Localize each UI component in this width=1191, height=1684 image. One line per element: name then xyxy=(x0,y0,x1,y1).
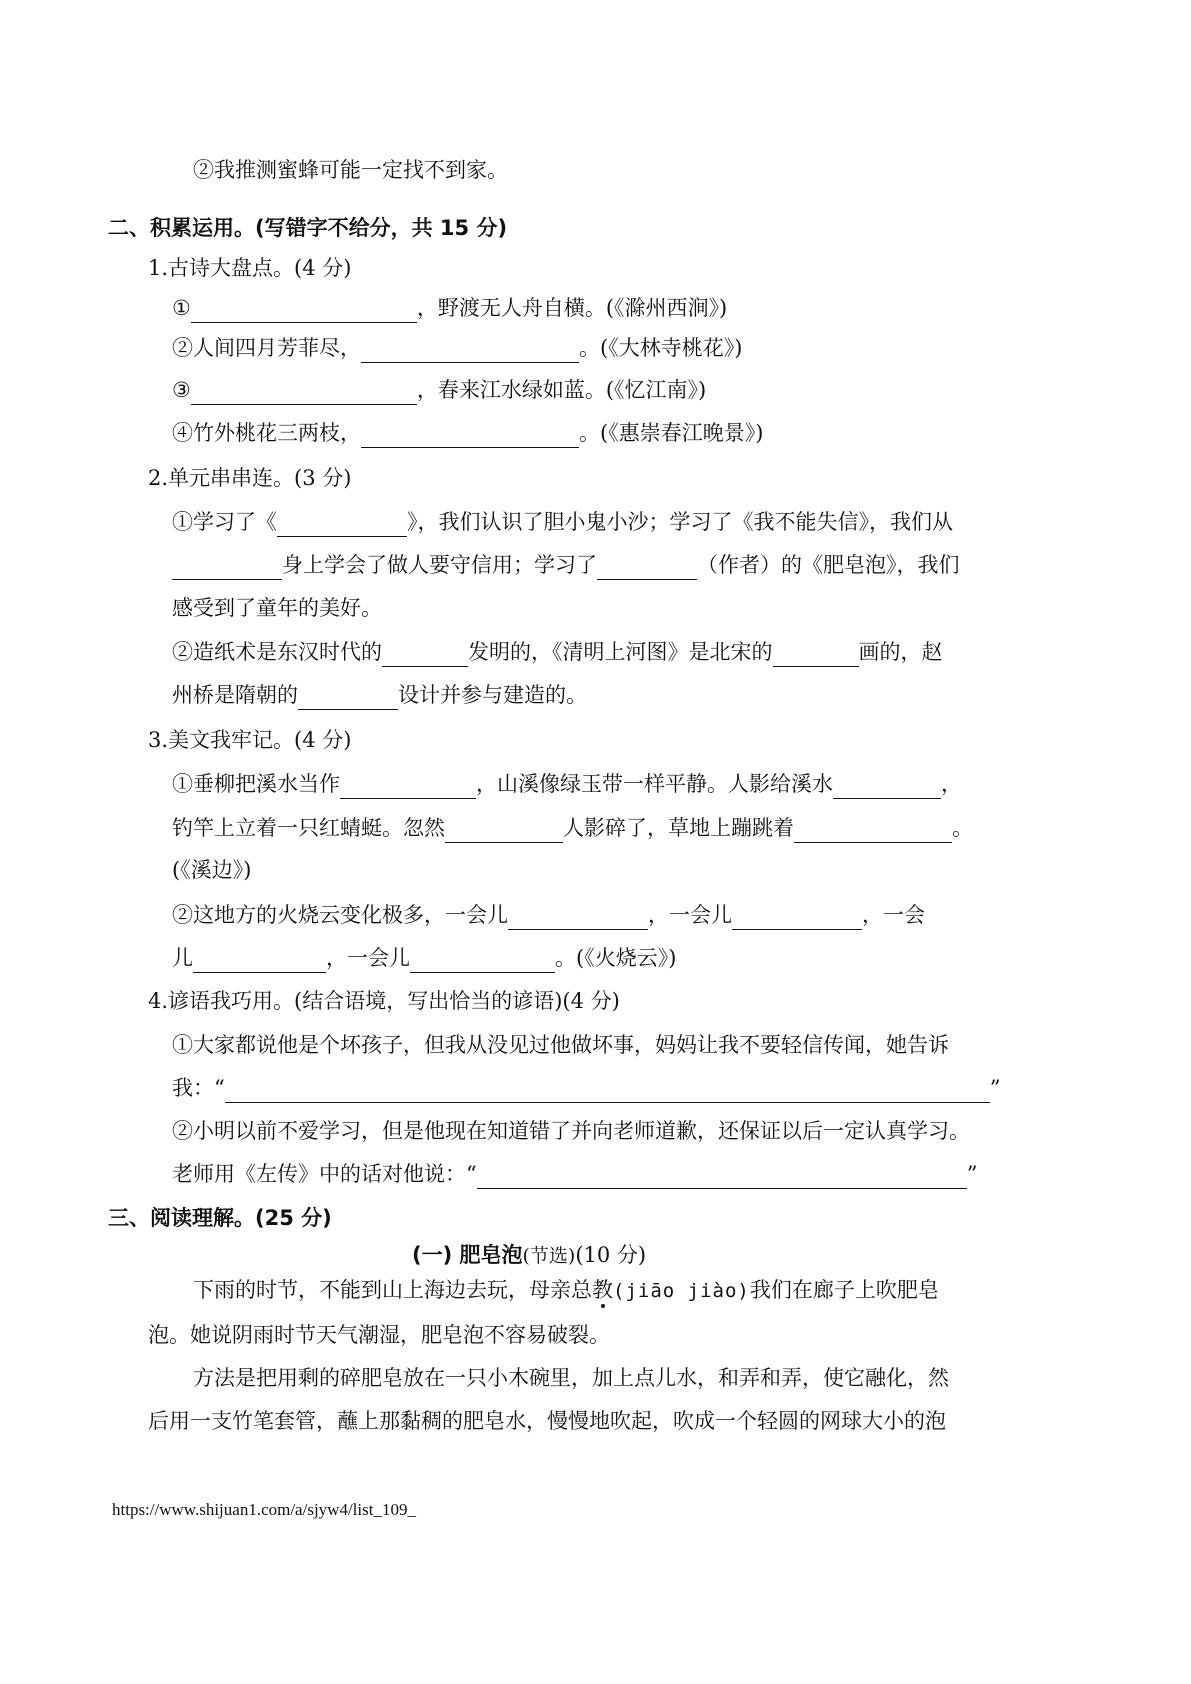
pinyin-options: (jiāo jiào) xyxy=(613,1280,750,1302)
line-text: 画的，赵 xyxy=(858,640,943,664)
line-text: ，野渡无人舟自横。(《滁州西涧》) xyxy=(416,296,728,320)
line-text: 。 xyxy=(952,816,973,840)
answer-blank[interactable] xyxy=(361,338,579,363)
footer-url[interactable]: https://www.shijuan1.com/a/sjyw4/list_109_ xyxy=(112,1500,416,1519)
passage-line: 方法是把用剩的碎肥皂放在一只小木碗里，加上点儿水，和弄和弄，使它融化，然 xyxy=(193,1366,949,1390)
line-text: 。(《惠崇春江晚景》) xyxy=(579,421,764,445)
question-title: 4.谚语我巧用。(结合语境，写出恰当的谚语)(4 分) xyxy=(148,989,620,1013)
line-text: ④竹外桃花三两枝， xyxy=(172,421,361,445)
question-line xyxy=(172,637,943,667)
question-line xyxy=(172,1159,978,1189)
line-text: ” xyxy=(989,1076,1001,1100)
answer-blank[interactable] xyxy=(193,948,326,973)
question-line xyxy=(172,550,960,580)
line-text: ①学习了《 xyxy=(172,510,277,534)
line-text: 。(《大林寺桃花》) xyxy=(579,336,743,360)
question-title: 1.古诗大盘点。(4 分) xyxy=(148,256,352,280)
question-line xyxy=(172,943,676,973)
line-text: ②造纸术是东汉时代的 xyxy=(172,640,382,664)
answer-blank[interactable] xyxy=(382,642,468,667)
line-text: ③ xyxy=(172,378,191,402)
question-line xyxy=(172,900,925,930)
answer-blank[interactable] xyxy=(508,905,648,930)
poem-line xyxy=(172,375,706,405)
answer-blank[interactable] xyxy=(361,423,579,448)
question-title: 3.美文我牢记。(4 分) xyxy=(148,728,352,752)
question-line xyxy=(172,813,973,843)
item-text: ②我推测蜜蜂可能一定找不到家。 xyxy=(193,158,508,182)
line-text: 儿 xyxy=(172,946,193,970)
dotted-char: 教 xyxy=(592,1278,613,1302)
question-line: (《溪边》) xyxy=(172,858,252,882)
line-text: 我：“ xyxy=(172,1076,225,1100)
passage-title xyxy=(412,1240,646,1271)
line-text: 老师用《左传》中的话对他说：“ xyxy=(172,1162,477,1186)
answer-blank[interactable] xyxy=(225,1078,990,1103)
answer-blank[interactable] xyxy=(172,555,282,580)
answer-blank[interactable] xyxy=(298,685,398,710)
line-text: ②这地方的火烧云变化极多，一会儿 xyxy=(172,903,508,927)
line-text: ②人间四月芳菲尽， xyxy=(172,336,361,360)
line-text: ，一会 xyxy=(862,903,925,927)
question-line xyxy=(172,680,587,710)
question-line: 感受到了童年的美好。 xyxy=(172,596,382,620)
answer-blank[interactable] xyxy=(410,948,555,973)
passage-title-main: (一) 肥皂泡 xyxy=(412,1243,523,1267)
question-line xyxy=(172,769,962,799)
line-text: 。(《火烧云》) xyxy=(555,946,677,970)
line-text: ①垂柳把溪水当作 xyxy=(172,772,340,796)
question-line: ①大家都说他是个坏孩子，但我从没见过他做坏事，妈妈让我不要轻信传闻，她告诉 xyxy=(172,1033,949,1057)
question-line xyxy=(172,1073,1001,1103)
line-text: ” xyxy=(966,1162,978,1186)
section-heading: 三、阅读理解。(25 分) xyxy=(108,1206,332,1230)
poem-line xyxy=(172,293,727,323)
line-text: 》，我们认识了胆小鬼小沙；学习了《我不能失信》，我们从 xyxy=(407,510,953,534)
line-text: ，一会儿 xyxy=(326,946,410,970)
section-heading: 二、积累运用。(写错字不给分，共 15 分) xyxy=(108,216,508,240)
answer-blank[interactable] xyxy=(445,818,563,843)
line-text: 我们在廊子上吹肥皂 xyxy=(749,1278,939,1302)
line-text: 州桥是隋朝的 xyxy=(172,683,298,707)
answer-blank[interactable] xyxy=(191,298,417,323)
line-text: 人影碎了，草地上蹦跳着 xyxy=(563,816,794,840)
line-text: 设计并参与建造的。 xyxy=(398,683,587,707)
passage-line: 后用一支竹笔套管，蘸上那黏稠的肥皂水，慢慢地吹起，吹成一个轻圆的网球大小的泡 xyxy=(148,1409,946,1433)
passage-title-score: (10 分) xyxy=(575,1243,647,1267)
passage-line xyxy=(193,1275,939,1306)
line-text: 发明的，《清明上河图》是北宋的 xyxy=(468,640,773,664)
answer-blank[interactable] xyxy=(732,905,862,930)
answer-blank[interactable] xyxy=(277,512,407,537)
line-text: （作者）的《肥皂泡》，我们 xyxy=(697,553,960,577)
passage-line: 泡。她说阴雨时节天气潮湿，肥皂泡不容易破裂。 xyxy=(148,1323,610,1347)
question-title: 2.单元串串连。(3 分) xyxy=(148,466,352,490)
answer-blank[interactable] xyxy=(597,555,697,580)
line-text: ， xyxy=(941,772,962,796)
line-text: ，一会儿 xyxy=(648,903,732,927)
line-text: ① xyxy=(172,296,191,320)
question-line xyxy=(172,507,953,537)
poem-line xyxy=(172,418,763,448)
answer-blank[interactable] xyxy=(773,642,859,667)
line-text: ，山溪像绿玉带一样平静。人影给溪水 xyxy=(476,772,833,796)
line-text: 身上学会了做人要守信用；学习了 xyxy=(282,553,597,577)
passage-title-note: (节选) xyxy=(522,1245,576,1267)
line-text: 钓竿上立着一只红蜻蜓。忽然 xyxy=(172,816,445,840)
answer-blank[interactable] xyxy=(340,774,476,799)
answer-blank[interactable] xyxy=(833,774,941,799)
question-line: ②小明以前不爱学习，但是他现在知道错了并向老师道歉，还保证以后一定认真学习。 xyxy=(172,1119,970,1143)
answer-blank[interactable] xyxy=(794,818,952,843)
answer-blank[interactable] xyxy=(191,380,417,405)
answer-blank[interactable] xyxy=(477,1164,967,1189)
poem-line xyxy=(172,333,742,363)
line-text: ，春来江水绿如蓝。(《忆江南》) xyxy=(416,378,707,402)
line-text: 下雨的时节，不能到山上海边去玩，母亲总 xyxy=(193,1278,592,1302)
